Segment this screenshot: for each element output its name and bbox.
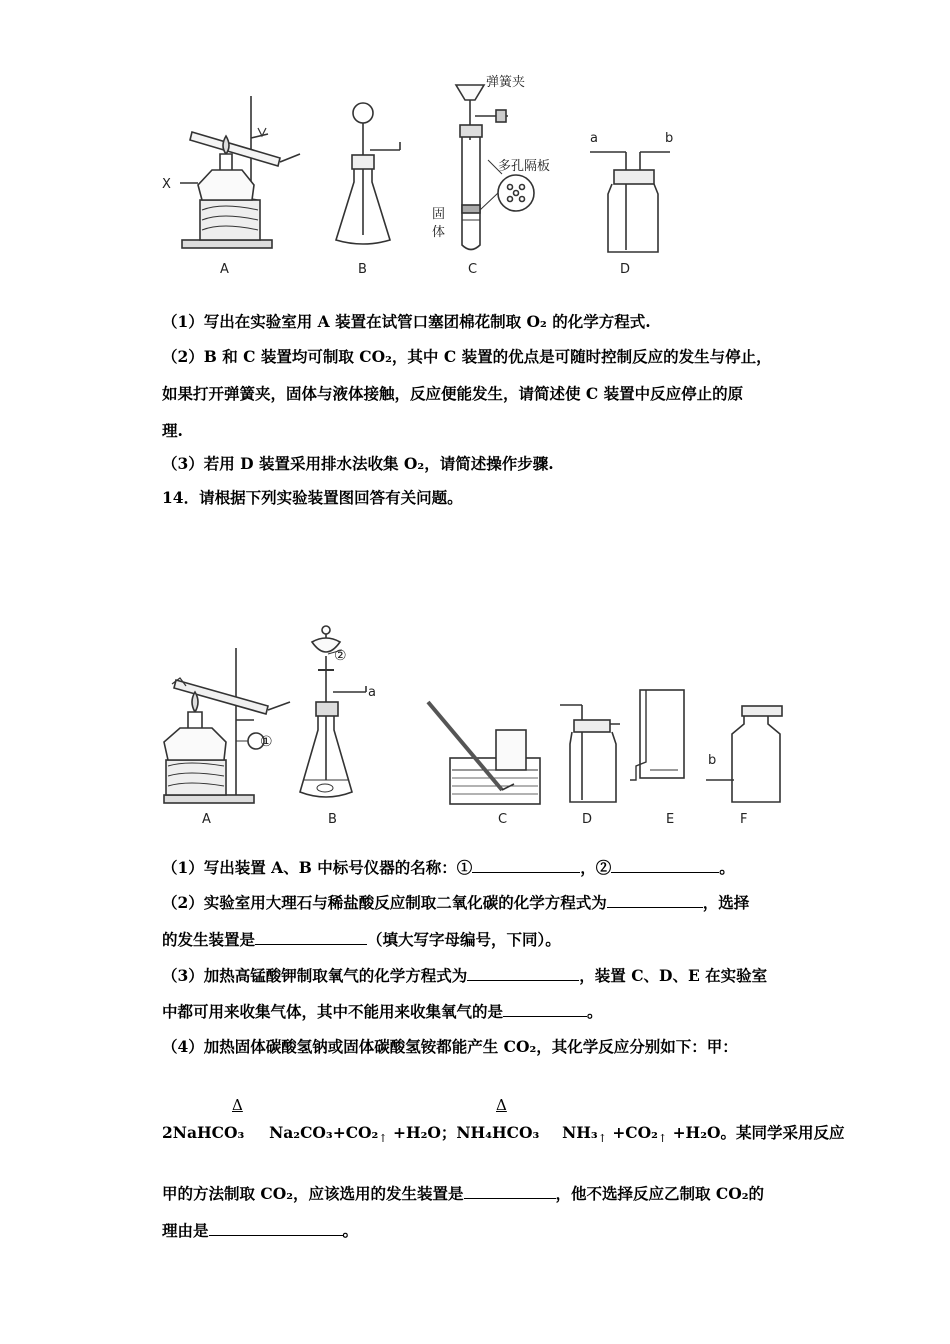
- solid-label-1: 固: [432, 207, 446, 222]
- port-b-label: b: [665, 131, 674, 146]
- q14-sub2-line1-suffix: ，选择: [702, 893, 750, 912]
- figure-2-apparatus: [150, 620, 800, 830]
- eq-part-3: +H₂O；NH₄HCO₃: [392, 1123, 540, 1142]
- q14-sub4-line3: [162, 1184, 802, 1204]
- q14-sub4-line4-suffix: 。: [342, 1221, 359, 1240]
- q14-title: 14．请根据下列实验装置图回答有关问题。: [162, 488, 463, 507]
- q14-sub3-line2: [162, 1002, 802, 1022]
- fig2-label-b: B: [328, 812, 337, 827]
- q13-line-2: （2）B 和 C 装置均可制取 CO₂，其中 C 装置的优点是可随时控制反应的发生与停止，: [162, 347, 772, 366]
- q14-sub1: [162, 858, 802, 878]
- apparatus-f2-drawing: [706, 706, 782, 802]
- fig1-label-d: D: [620, 262, 631, 277]
- fig1-label-b: B: [358, 262, 367, 277]
- apparatus-c2-drawing: [428, 702, 540, 804]
- q14-sub1-prefix: （1）写出装置 A、B 中标号仪器的名称：①: [162, 858, 473, 877]
- fig1-label-c: C: [468, 262, 478, 277]
- q14-sub1-sep: ，②: [580, 858, 612, 877]
- port-b2-label: b: [708, 753, 717, 768]
- q14-sub1-end: 。: [719, 858, 735, 877]
- apparatus-b2-drawing: [300, 626, 366, 797]
- apparatus-a2-drawing: [164, 648, 290, 803]
- fig1-label-a: A: [220, 262, 229, 277]
- apparatus-a-drawing: [180, 96, 300, 248]
- q14-sub3-line2-prefix: 中都可用来收集气体，其中不能用来收集氧气的是: [162, 1002, 504, 1021]
- up-arrow-2: ↑: [597, 1132, 607, 1146]
- circle-1-label: ①: [260, 734, 273, 750]
- answer-blank-8[interactable]: [209, 1221, 343, 1236]
- q14-equation-line: [162, 1123, 845, 1149]
- answer-blank-6[interactable]: [503, 1002, 587, 1017]
- fig2-label-e: E: [666, 812, 675, 827]
- fig2-label-c: C: [498, 812, 508, 827]
- q14-sub3-line1: [162, 966, 802, 986]
- q13-line-3: 如果打开弹簧夹，固体与液体接触，反应便能发生，请简述使 C 装置中反应停止的原: [162, 384, 744, 403]
- apparatus-d-drawing: [590, 152, 670, 252]
- delta-mark-2: Δ: [496, 1096, 507, 1114]
- fig2-label-a: A: [202, 812, 211, 827]
- q14-sub2-line1: [162, 893, 802, 913]
- port-a-label: a: [590, 131, 598, 146]
- apparatus-d2-drawing: [560, 705, 620, 802]
- up-arrow-3: ↑: [657, 1132, 668, 1146]
- answer-blank-5[interactable]: [467, 966, 579, 981]
- eq-part-6: +H₂O。某同学采用反应: [672, 1123, 845, 1142]
- q14-sub3-line1-suffix: ，装置 C、D、E 在实验室: [579, 966, 768, 985]
- q14-sub4-line3-suffix: ，他不选择反应乙制取 CO₂的: [555, 1184, 765, 1203]
- q14-sub4-line3-prefix: 甲的方法制取 CO₂，应该选用的发生装置是: [162, 1184, 464, 1203]
- eq-part-1: 2NaHCO₃: [162, 1123, 245, 1142]
- delta-mark-1: Δ: [232, 1096, 243, 1114]
- circle-2-label: ②: [334, 648, 347, 664]
- fig2-label-d: D: [582, 812, 593, 827]
- apparatus-e2-drawing: [630, 690, 684, 780]
- answer-blank-2[interactable]: [611, 858, 719, 873]
- q14-sub4-line4-prefix: 理由是: [162, 1221, 209, 1240]
- q13-line-4: 理.: [162, 421, 183, 440]
- answer-blank-3[interactable]: [607, 893, 703, 908]
- eq-part-2: Na₂CO₃+CO₂: [269, 1123, 379, 1142]
- solid-label-2: 体: [432, 225, 446, 240]
- q14-sub2-line2-suffix: （填大写字母编号，下同）。: [367, 930, 561, 949]
- q14-sub2-line1-prefix: （2）实验室用大理石与稀盐酸反应制取二氧化碳的化学方程式为: [162, 893, 607, 912]
- q14-sub2-line2-prefix: 的发生装置是: [162, 930, 256, 949]
- eq-part-4: NH₃: [562, 1123, 598, 1142]
- q14-sub2-line2: [162, 930, 802, 950]
- figure-1-apparatus: [150, 70, 690, 285]
- q13-line-5: （3）若用 D 装置采用排水法收集 O₂，请简述操作步骤.: [162, 454, 554, 473]
- answer-blank-4[interactable]: [255, 930, 367, 945]
- answer-blank-7[interactable]: [464, 1184, 556, 1199]
- q14-sub4-line4: [162, 1221, 802, 1241]
- eq-part-5: +CO₂: [612, 1123, 658, 1142]
- q14-sub4-line1: （4）加热固体碳酸氢钠或固体碳酸氢铵都能产生 CO₂，其化学反应分别如下：甲：: [162, 1037, 738, 1056]
- x-label: X: [162, 177, 171, 192]
- q14-sub3-line1-prefix: （3）加热高锰酸钾制取氧气的化学方程式为: [162, 966, 468, 985]
- q14-sub3-line2-suffix: 。: [587, 1002, 603, 1021]
- fig2-label-f: F: [740, 812, 748, 827]
- porous-plate-label: 多孔隔板: [498, 159, 551, 174]
- up-arrow-1: ↑: [378, 1132, 388, 1146]
- port-a2-label: a: [368, 685, 376, 700]
- q13-line-1: （1）写出在实验室用 A 装置在试管口塞团棉花制取 O₂ 的化学方程式.: [162, 312, 651, 331]
- answer-blank-1[interactable]: [472, 858, 580, 873]
- spring-clip-label: 弹簧夹: [486, 75, 526, 90]
- apparatus-b-drawing: [336, 103, 400, 244]
